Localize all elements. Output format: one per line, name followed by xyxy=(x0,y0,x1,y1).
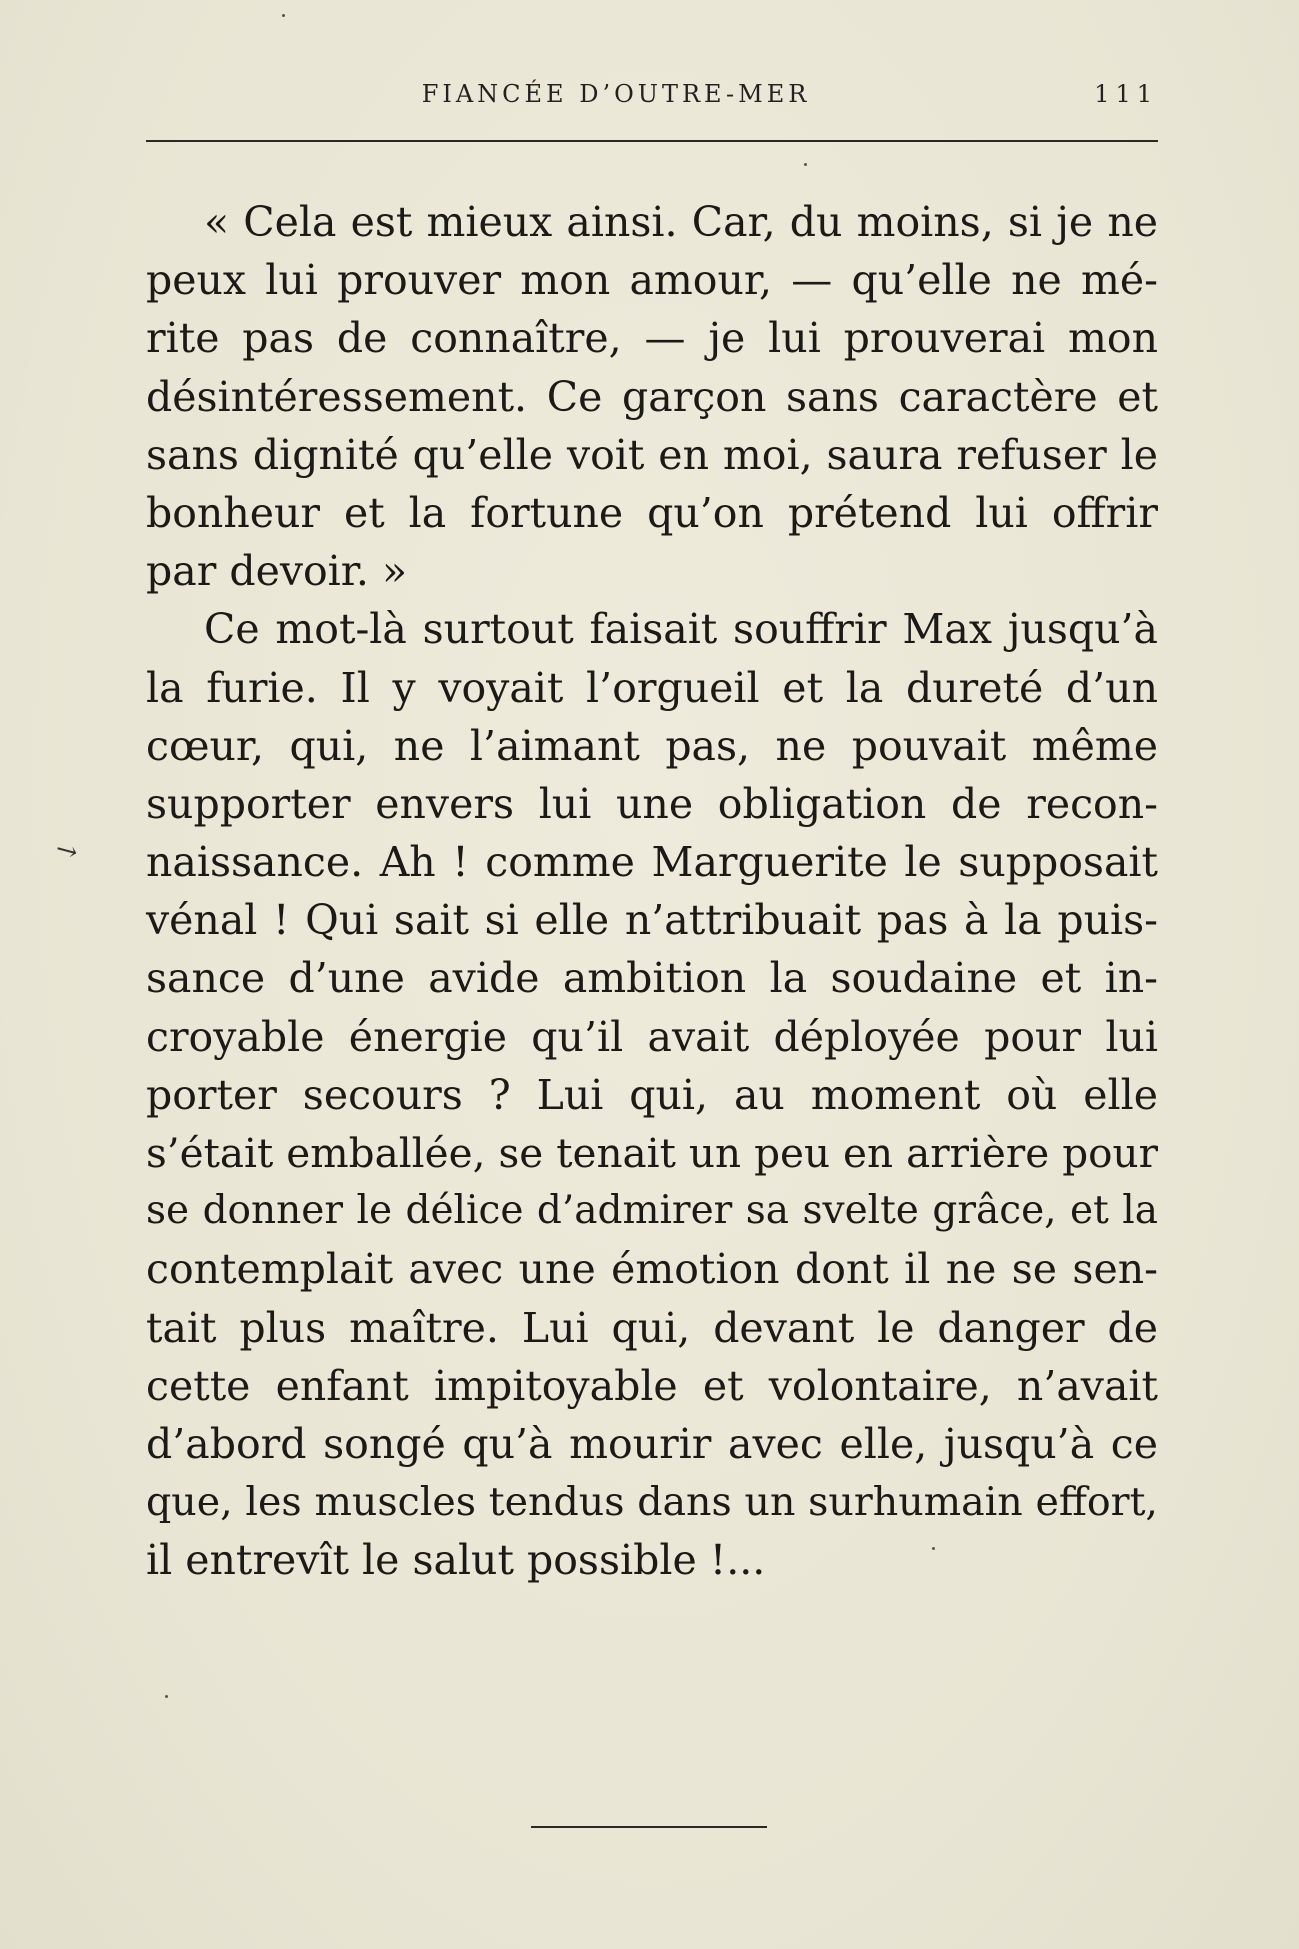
text-line: bonheur et la fortune qu’on prétend lui offrir xyxy=(146,488,1158,537)
running-head xyxy=(146,74,1158,114)
text-line: « Cela est mieux ainsi. Car, du moins, si je ne xyxy=(204,198,1158,246)
paper-speck xyxy=(282,14,285,17)
text-line: d’abord songé qu’à mourir avec elle, jusqu’à ce xyxy=(146,1419,1158,1468)
paper-speck xyxy=(165,1695,168,1698)
text-line: tait plus maître. Lui qui, devant le danger de xyxy=(146,1303,1158,1352)
text-line: rite pas de connaître, — je lui prouverai mon xyxy=(146,314,1158,363)
text-line: contemplait avec une émotion dont il ne se sen- xyxy=(146,1245,1158,1294)
text-line: que, les muscles tendus dans un surhumain effort, xyxy=(146,1479,1158,1526)
end-rule xyxy=(531,1826,767,1828)
running-title: FIANCÉE D’OUTRE-MER xyxy=(421,80,811,108)
text-line: se donner le délice d’admirer sa svelte grâce, et la xyxy=(146,1188,1158,1234)
text-line: il entrevît le salut possible !... xyxy=(146,1536,766,1585)
margin-pencil-mark: ↘ xyxy=(49,832,84,870)
text-line: Ce mot-là surtout faisait souffrir Max jusqu’à xyxy=(204,605,1158,654)
text-line: croyable énergie qu’il avait déployée pour lui xyxy=(146,1012,1158,1061)
text-line: naissance. Ah ! comme Marguerite le supposait xyxy=(146,838,1158,887)
text-line: cette enfant impitoyable et volontaire, n’avait xyxy=(146,1361,1158,1410)
text-line: peux lui prouver mon amour, — qu’elle ne mé- xyxy=(146,256,1158,305)
text-line: par devoir. » xyxy=(146,547,408,596)
paper-speck xyxy=(804,163,807,166)
header-rule xyxy=(146,140,1158,142)
paper-speck xyxy=(932,1547,935,1550)
body-text xyxy=(146,193,1158,1590)
text-line: sans dignité qu’elle voit en moi, saura refuser le xyxy=(146,430,1158,479)
text-line: la furie. Il y voyait l’orgueil et la dureté d’un xyxy=(146,663,1158,712)
text-line: désintéressement. Ce garçon sans caractère et xyxy=(146,372,1158,421)
text-line: s’était emballée, se tenait un peu en arrière pour xyxy=(146,1129,1158,1177)
text-line: porter secours ? Lui qui, au moment où elle xyxy=(146,1070,1158,1119)
text-line: cœur, qui, ne l’aimant pas, ne pouvait même xyxy=(146,721,1158,770)
text-line: vénal ! Qui sait si elle n’attribuait pas à la puis- xyxy=(146,896,1158,945)
text-line: supporter envers lui une obligation de recon- xyxy=(146,779,1158,828)
text-line: sance d’une avide ambition la soudaine et in- xyxy=(146,954,1158,1003)
page-number: 111 xyxy=(1094,80,1158,108)
